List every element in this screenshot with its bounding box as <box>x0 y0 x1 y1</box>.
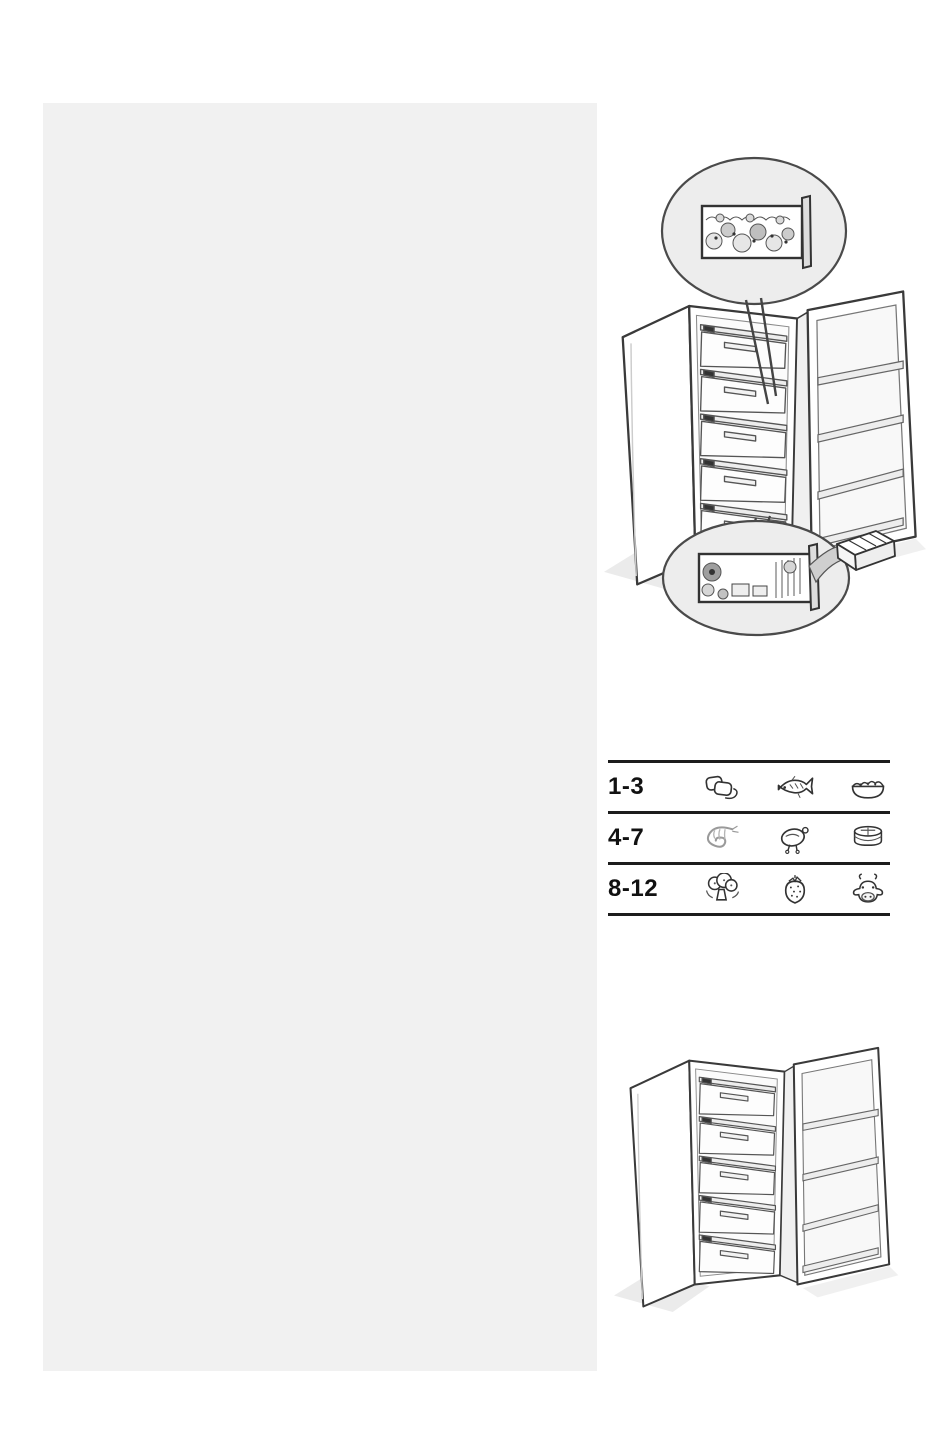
months-range-label: 4-7 <box>608 824 645 851</box>
table-row <box>608 814 890 865</box>
table-row <box>608 763 890 814</box>
freezer-illustration-top <box>604 146 926 646</box>
freezer-illustration-bottom <box>614 1046 920 1312</box>
months-range-label: 1-3 <box>608 773 645 800</box>
content-placeholder <box>43 103 597 1371</box>
fish-icon <box>775 771 815 804</box>
poultry-icon <box>775 822 815 855</box>
drawer-end-plate <box>802 196 811 268</box>
storage-months-table <box>608 760 890 916</box>
freezer-cabinet <box>614 1048 898 1312</box>
cake-icon <box>848 822 888 855</box>
beef-icon <box>848 873 888 906</box>
bread-icon <box>702 771 742 804</box>
months-range-label: 8-12 <box>608 875 659 902</box>
prepared-food-icon <box>848 771 888 804</box>
strawberry-icon <box>775 873 815 906</box>
vegetables-icon <box>702 873 742 906</box>
shrimp-icon <box>702 822 742 855</box>
table-row <box>608 865 890 916</box>
